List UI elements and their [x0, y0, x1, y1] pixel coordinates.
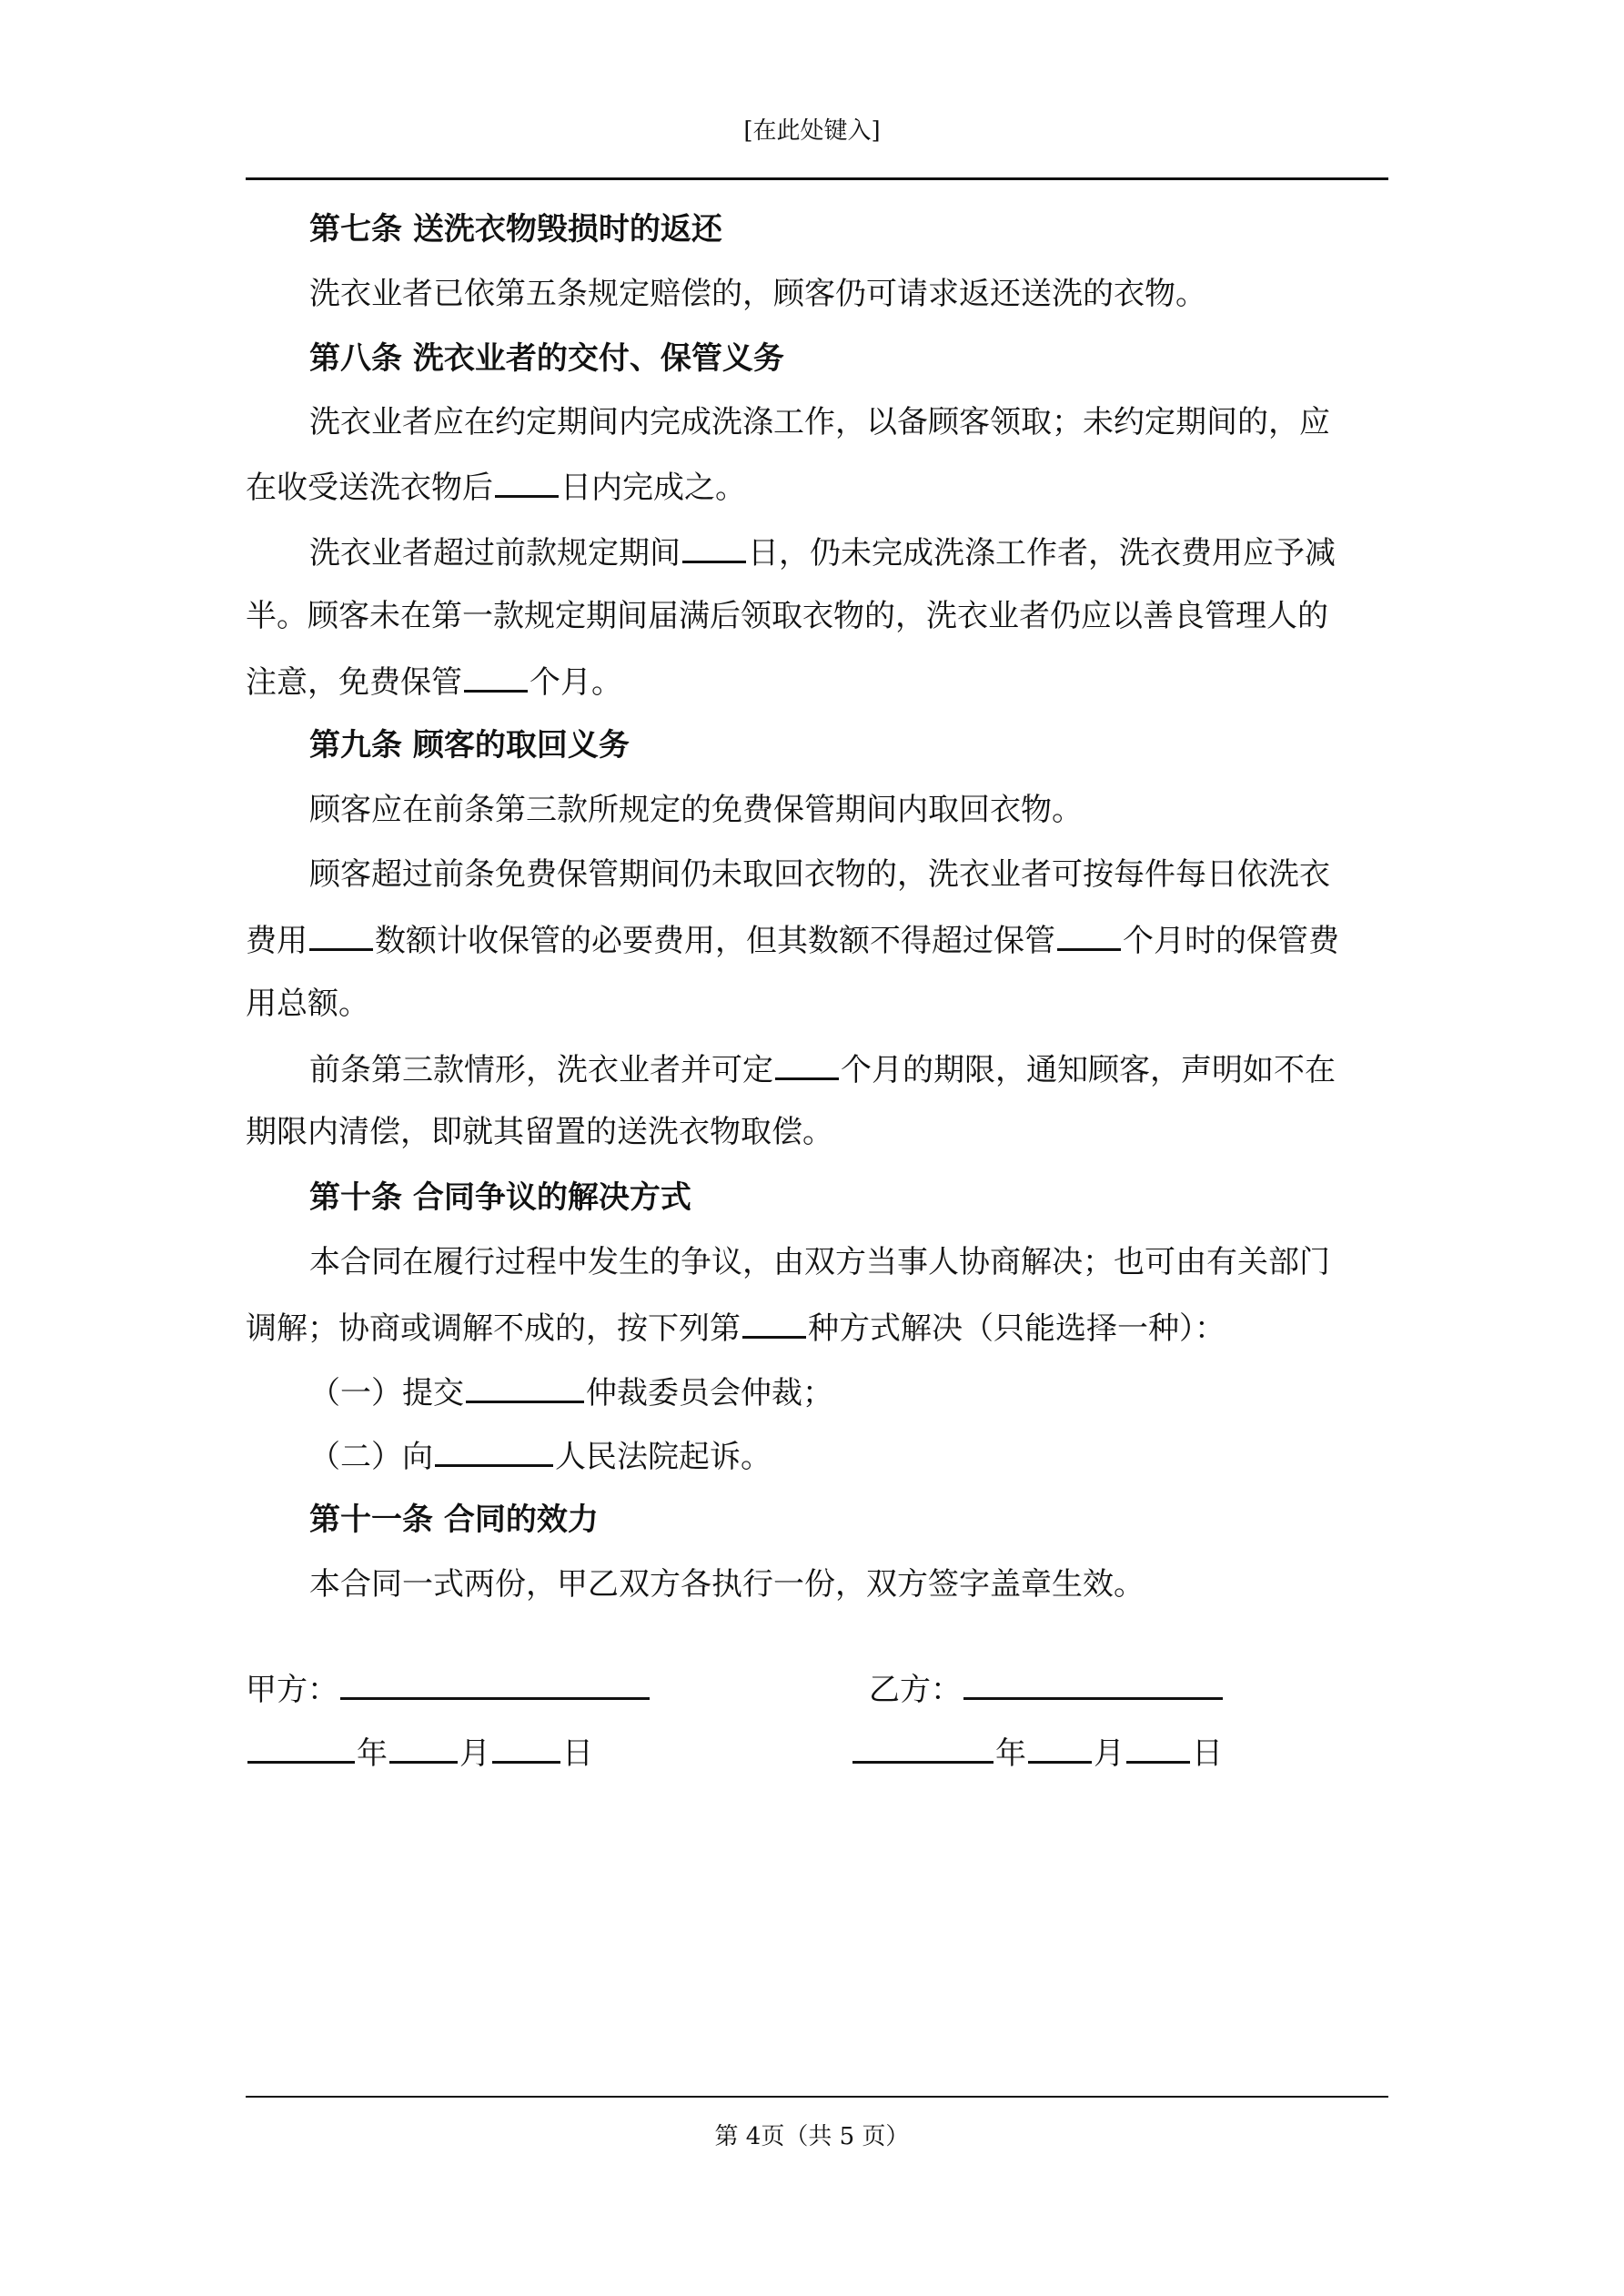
article-9-p2-line1: 顾客超过前条免费保管期间仍未取回衣物的，洗衣业者可按每件每日依洗衣 [309, 856, 1330, 893]
party-b-day-field[interactable] [1126, 1732, 1190, 1764]
text-segment: 个月的期限，通知顾客，声明如不在 [841, 1052, 1336, 1088]
text-segment: 人民法院起诉。 [555, 1439, 772, 1475]
article-10-p1-line1: 本合同在履行过程中发生的争议，由双方当事人协商解决；也可由有关部门 [309, 1244, 1330, 1280]
fill-blank-notice-months[interactable] [775, 1048, 839, 1080]
article-9-title: 第九条 顾客的取回义务 [309, 727, 630, 764]
article-9-p3-line1 [309, 1048, 1388, 1090]
fill-blank-overdue-days[interactable] [682, 531, 746, 563]
article-10-title: 第十条 合同争议的解决方式 [309, 1179, 691, 1216]
article-11-title: 第十一条 合同的效力 [309, 1502, 599, 1538]
party-a-year-field[interactable] [247, 1732, 355, 1764]
fill-blank-days[interactable] [495, 466, 559, 498]
article-8-p1-line2 [246, 466, 1388, 508]
text-segment: 前条第三款情形，洗衣业者并可定 [309, 1052, 773, 1088]
article-9-p3-line2: 期限内清偿，即就其留置的送洗衣物取偿。 [246, 1114, 833, 1150]
fill-blank-court[interactable] [435, 1435, 553, 1467]
text-segment: 在收受送洗衣物后 [246, 470, 493, 506]
party-b-signature [869, 1668, 1225, 1710]
year-label: 年 [995, 1735, 1026, 1772]
text-segment: 种方式解决（只能选择一种）： [808, 1310, 1226, 1347]
article-10-option-1 [309, 1371, 1388, 1413]
party-a-label: 甲方： [246, 1672, 338, 1708]
text-segment: 注意，免费保管 [246, 664, 462, 701]
article-9-p1: 顾客应在前条第三款所规定的免费保管期间内取回衣物。 [309, 792, 1083, 828]
month-label: 月 [1094, 1735, 1125, 1772]
text-segment: 洗衣业者超过前款规定期间 [309, 535, 681, 571]
article-8-p2-line1 [309, 531, 1388, 573]
day-label: 日 [562, 1735, 593, 1772]
text-segment: 调解；协商或调解不成的，按下列第 [246, 1310, 741, 1347]
article-10-p1-line2 [246, 1307, 1388, 1349]
header-text: [在此处键入] [743, 117, 881, 145]
article-9-p2-line3: 用总额。 [246, 986, 369, 1022]
party-b-signature-field[interactable] [963, 1668, 1223, 1700]
day-label: 日 [1192, 1735, 1223, 1772]
text-segment: 数额计收保管的必要费用，但其数额不得超过保管 [375, 923, 1055, 959]
fill-blank-storage-months[interactable] [464, 661, 528, 693]
party-a-signature [246, 1668, 651, 1710]
header-divider [246, 177, 1388, 180]
text-segment: 个月时的保管费 [1123, 923, 1339, 959]
text-segment: （一）提交 [309, 1375, 464, 1411]
article-8-p2-line3 [246, 661, 1388, 703]
party-b-month-field[interactable] [1028, 1732, 1092, 1764]
fill-blank-fee-amount[interactable] [309, 919, 373, 951]
fill-blank-method-number[interactable] [742, 1307, 806, 1339]
article-7-paragraph: 洗衣业者已依第五条规定赔偿的，顾客仍可请求返还送洗的衣物。 [309, 276, 1206, 312]
text-segment: 个月。 [530, 664, 622, 701]
party-b-date [851, 1732, 1223, 1774]
party-b-label: 乙方： [869, 1672, 962, 1708]
page-number: 第 4页（共 5 页） [714, 2123, 910, 2150]
article-7-title: 第七条 送洗衣物毁损时的返还 [309, 211, 722, 248]
article-8-title: 第八条 洗衣业者的交付、保管义务 [309, 340, 784, 377]
party-a-month-field[interactable] [389, 1732, 458, 1764]
year-label: 年 [357, 1735, 388, 1772]
article-10-option-2 [309, 1435, 1388, 1477]
month-label: 月 [459, 1735, 490, 1772]
fill-blank-arbitration-committee[interactable] [466, 1371, 584, 1403]
article-9-p2-line2 [246, 919, 1388, 961]
text-segment: 费用 [246, 923, 308, 959]
fill-blank-months[interactable] [1057, 919, 1121, 951]
footer-divider [246, 2096, 1388, 2098]
article-11-paragraph: 本合同一式两份，甲乙双方各执行一份，双方签字盖章生效。 [309, 1566, 1145, 1603]
text-segment: （二）向 [309, 1439, 433, 1475]
party-a-signature-field[interactable] [340, 1668, 650, 1700]
party-a-day-field[interactable] [492, 1732, 560, 1764]
party-b-year-field[interactable] [852, 1732, 994, 1764]
party-a-date [246, 1732, 593, 1774]
text-segment: 仲裁委员会仲裁； [586, 1375, 833, 1411]
article-8-p1-line1: 洗衣业者应在约定期间内完成洗涤工作，以备顾客领取；未约定期间的，应 [309, 404, 1330, 440]
article-8-p2-line2: 半。顾客未在第一款规定期间届满后领取衣物的，洗衣业者仍应以善良管理人的 [246, 598, 1328, 634]
text-segment: 日，仍未完成洗涤工作者，洗衣费用应予减 [748, 535, 1336, 571]
text-segment: 日内完成之。 [560, 470, 746, 506]
